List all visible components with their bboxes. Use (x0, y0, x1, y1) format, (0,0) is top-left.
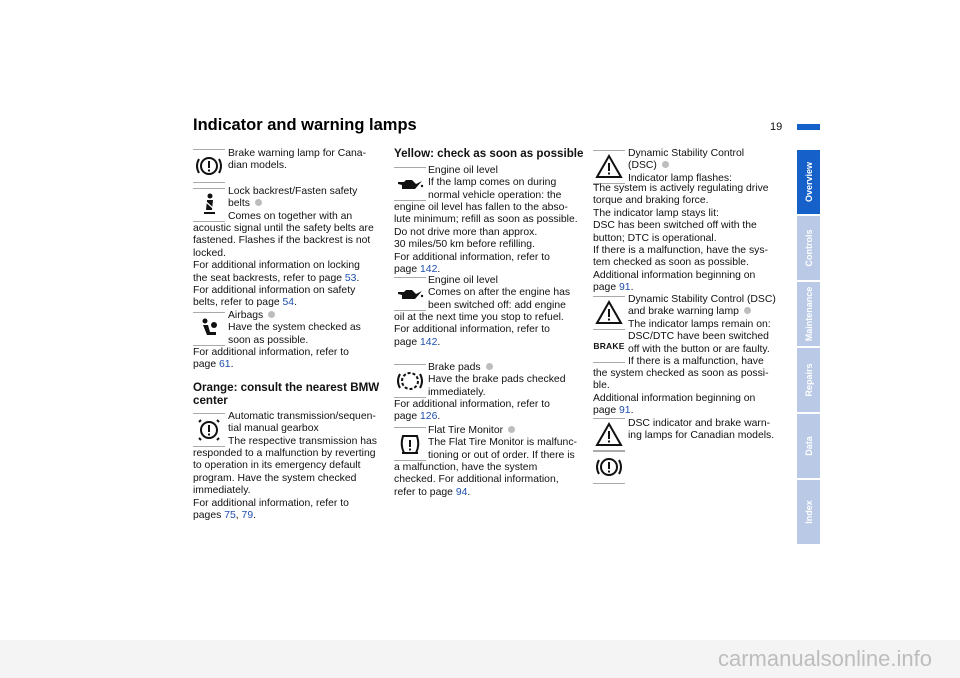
seatbelt-body: acoustic signal until the safety belts are fastened. Flashes if the backrest is not locked. For additional information on locking the seat backrests, refer to page 53. For additional information on safety belts, refer to page 54. (193, 223, 374, 309)
airbag-text: Airbags Have the system checked as soon as possible. (228, 310, 361, 346)
oil2-text: Engine oil level Comes on after the engine has been switched off: add engine (428, 275, 571, 311)
tab-controls[interactable]: Controls (797, 216, 820, 280)
page-link[interactable]: 94 (455, 486, 468, 498)
dscb-body: the system checked as soon as possi- ble. Additional information beginning on page 91. (593, 368, 769, 417)
dsc-body: The system is actively regulating drive torque and braking force. The indicator lamp stays lit: DSC has been switched off with the button; DTC is operational. If there is a malfunction, have the sys- tem checked as soon as possible. Additional information beginning on page 91. (593, 183, 769, 294)
oil-can-icon (394, 277, 426, 311)
page-link[interactable]: 91 (619, 282, 631, 294)
brake-warning-text: Brake warning lamp for Cana- dian models. (228, 148, 367, 172)
canada-text: DSC indicator and brake warn- ing lamps for Canadian models. (628, 418, 775, 442)
indicator-dot (486, 363, 493, 370)
indicator-dot (662, 161, 669, 168)
oil1-body: engine oil level has fallen to the abso- lute minimum; refill as soon as possible. Do not drive more than approx. 30 miles/50 km before refilling. For additional information, refer to page 142. (394, 202, 578, 276)
brake-pads-icon (394, 364, 426, 398)
page-link[interactable]: 54 (282, 297, 295, 309)
orange-heading: Orange: consult the nearest BMW center (193, 381, 380, 407)
transmission-warning-icon (193, 413, 225, 447)
tab-index[interactable]: Index (797, 480, 820, 544)
chapter-tabs (797, 150, 820, 546)
page-link[interactable]: 142 (420, 264, 438, 276)
oil-can-icon (394, 167, 426, 201)
page-link[interactable]: 53 (344, 272, 357, 284)
tab-repairs[interactable]: Repairs (797, 348, 820, 412)
ftm-body: a malfunction, have the system checked. For additional information, refer to page 94. (394, 462, 559, 498)
indicator-dot (508, 426, 515, 433)
page-number: 19 (770, 121, 783, 133)
page-link[interactable]: 91 (619, 405, 631, 417)
page-link[interactable]: 126 (420, 411, 438, 423)
tab-maintenance[interactable]: Maintenance (797, 282, 820, 346)
page-link[interactable]: 61 (219, 359, 231, 371)
oil1-text: Engine oil level If the lamp comes on during normal vehicle operation: the (428, 165, 562, 201)
transmission-body: responded to a malfunction by reverting to operation in its emergency default program. Have the system checked immediately. For additional information, refer to pages 75, 79. (193, 448, 376, 522)
dscb-text: Dynamic Stability Control (DSC) and brake warning lamp The indicator lamps remain on: DSC/DTC have been switched off with the button or are faulty. If there is a malfunction, have (628, 294, 776, 368)
transmission-text: Automatic transmission/sequen- tial manual gearbox The respective transmission has (228, 411, 377, 447)
airbag-body: For additional information, refer to page 61. (193, 347, 349, 371)
indicator-dot (255, 199, 262, 206)
page-link[interactable]: 142 (420, 336, 438, 348)
page-link[interactable]: 75 (224, 510, 236, 522)
airbag-icon (193, 312, 225, 346)
flat-tire-icon (394, 427, 426, 461)
indicator-dot (744, 307, 751, 314)
ftm-text: Flat Tire Monitor The Flat Tire Monitor is malfunc- tioning or out of order. If there is (428, 425, 577, 461)
footer (0, 640, 960, 678)
yellow-heading: Yellow: check as soon as possible (394, 147, 584, 160)
page-link[interactable]: 79 (241, 510, 254, 522)
dsc-text: Dynamic Stability Control (DSC) Indicator lamp flashes: (628, 148, 745, 184)
seatbelt-icon (193, 188, 225, 222)
brake-warning-icon (593, 450, 625, 484)
dsc-triangle-icon (593, 418, 625, 452)
brake-warning-icon (193, 149, 225, 183)
dsc-triangle-icon (593, 150, 625, 184)
tab-data[interactable]: Data (797, 414, 820, 478)
page-marker (797, 124, 820, 130)
tab-overview[interactable]: Overview (797, 150, 820, 214)
page-title: Indicator and warning lamps (193, 116, 417, 134)
seatbelt-text: Lock backrest/Fasten safety belts Comes on together with an (228, 186, 358, 222)
indicator-dot (268, 311, 275, 318)
dsc-triangle-icon (593, 296, 625, 330)
brake-text-icon: BRAKE (593, 329, 625, 363)
watermark: carmanualsonline.info (717, 646, 932, 671)
pads-text: Brake pads Have the brake pads checked immediately. (428, 362, 566, 398)
oil2-body: oil at the next time you stop to refuel. For additional information, refer to page 142. (394, 312, 564, 348)
pads-body: For additional information, refer to page 126. (394, 399, 550, 423)
